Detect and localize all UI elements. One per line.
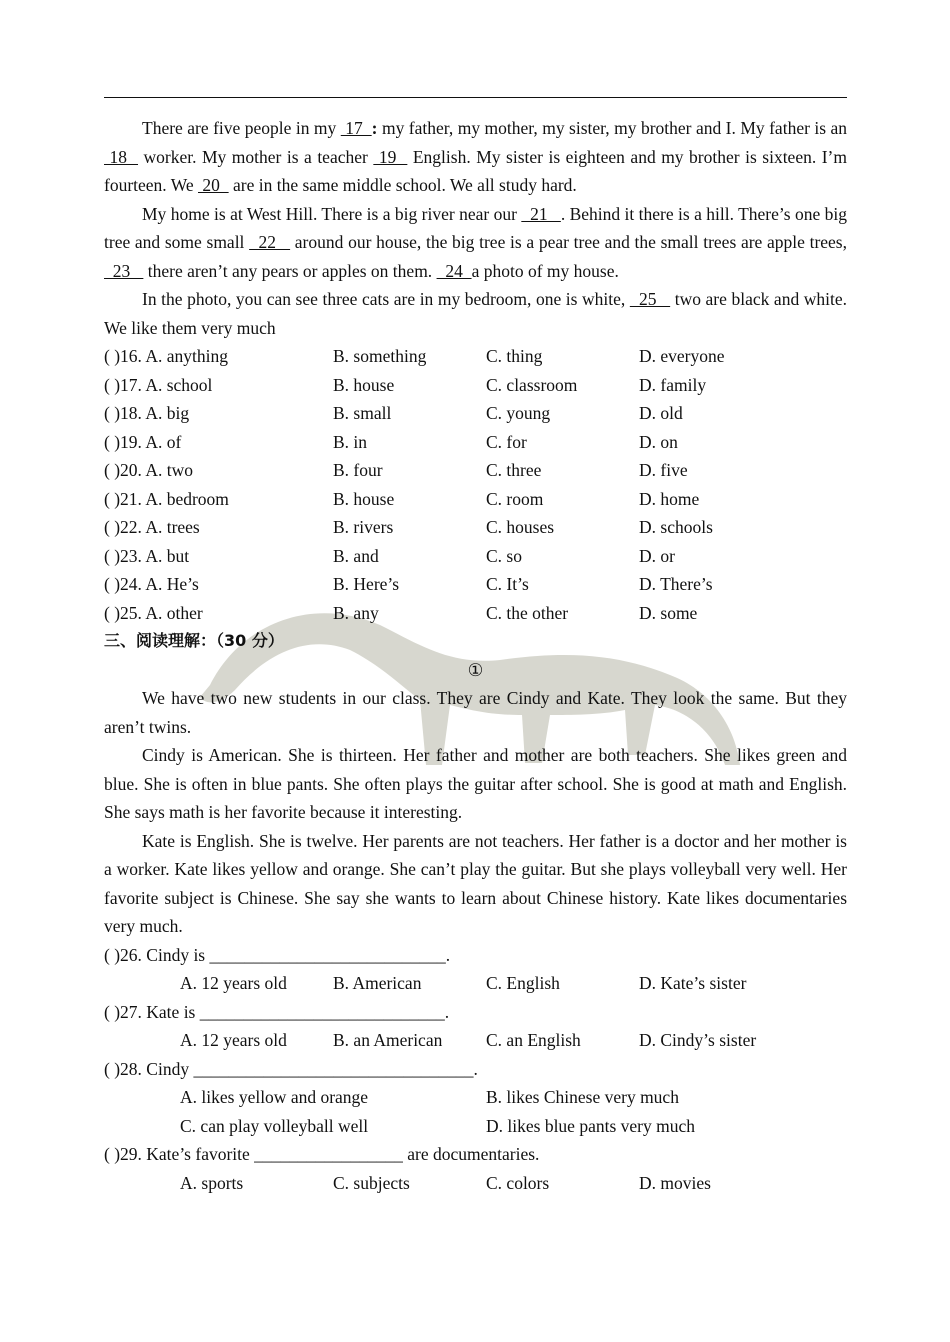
question-row bbox=[104, 570, 847, 599]
blank-21: 21 bbox=[521, 203, 561, 224]
option-b: B. house bbox=[333, 374, 395, 395]
question-number-option-a: ( )19. A. of bbox=[104, 431, 182, 452]
option-c: C. can play volleyball well bbox=[180, 1115, 369, 1136]
cloze-paragraph-2 bbox=[104, 200, 847, 286]
option-c: C. so bbox=[486, 545, 522, 566]
option-c: C. for bbox=[486, 431, 527, 452]
option-d: D. everyone bbox=[639, 346, 725, 366]
question-number-option-a: ( )21. A. bedroom bbox=[104, 488, 229, 509]
text: are in the same middle school. We all study hard. bbox=[228, 175, 577, 195]
option-c: C. houses bbox=[486, 517, 555, 537]
question-27-options bbox=[104, 1026, 847, 1055]
question-number-option-a: ( )22. A. trees bbox=[104, 517, 200, 537]
option-b: B. in bbox=[333, 431, 368, 452]
option-b: B. house bbox=[333, 488, 395, 509]
question-29-stem: ( )29. Kate’s favorite _________________ are documentaries. bbox=[104, 1144, 540, 1164]
text: two are black and white. We like them very much bbox=[104, 289, 848, 338]
option-b: B. four bbox=[333, 460, 383, 480]
question-number-option-a: ( )24. A. He’s bbox=[104, 574, 199, 594]
colon: : bbox=[371, 118, 382, 138]
question-26-stem: ( )26. Cindy is ___________________________. bbox=[104, 944, 451, 965]
text: In the photo, you can see three cats are in my bedroom, one is white, bbox=[142, 289, 630, 309]
option-d: D. movies bbox=[639, 1172, 711, 1193]
blank-23: 23 bbox=[104, 260, 144, 281]
question-26-options bbox=[104, 969, 847, 998]
option-b: B. small bbox=[333, 403, 392, 423]
option-d: D. Cindy’s sister bbox=[639, 1030, 757, 1050]
question-number-option-a: ( )17. A. school bbox=[104, 374, 213, 395]
question-number-option-a: ( )20. A. two bbox=[104, 460, 193, 480]
text: There are five people in my bbox=[142, 118, 341, 138]
text: a photo of my house. bbox=[471, 260, 619, 281]
question-row bbox=[104, 399, 847, 428]
option-d: D. likes blue pants very much bbox=[486, 1115, 695, 1136]
option-c: C. room bbox=[486, 488, 544, 509]
question-number-option-a: ( )16. A. anything bbox=[104, 346, 228, 366]
question-row bbox=[104, 342, 847, 371]
question-row bbox=[104, 513, 847, 542]
option-b: B. rivers bbox=[333, 517, 394, 537]
option-a: A. likes yellow and orange bbox=[180, 1087, 369, 1107]
question-number-option-a: ( )23. A. but bbox=[104, 545, 190, 566]
text: there aren’t any pears or apples on them. bbox=[143, 260, 437, 281]
question-27-stem: ( )27. Kate is ____________________________. bbox=[104, 1001, 450, 1022]
option-d: D. Kate’s sister bbox=[639, 973, 747, 993]
passage-marker: ① bbox=[467, 659, 484, 680]
section-title: 三、阅读理解：（30 分） bbox=[104, 631, 284, 650]
question-row bbox=[104, 485, 847, 514]
option-b: C. subjects bbox=[333, 1172, 410, 1193]
question-28-stem: ( )28. Cindy ________________________________. bbox=[104, 1058, 478, 1079]
option-d: D. some bbox=[639, 602, 698, 623]
option-c: C. an English bbox=[486, 1030, 581, 1050]
option-d: D. on bbox=[639, 431, 678, 452]
reading-paragraph-3: Kate is English. She is twelve. Her parents are not teachers. Her father is a doctor and her mother is a worker. Kate likes yellow and orange. She can’t play the guitar. But she plays volleyball very well. Her favorite subject is Chinese. She say she wants to learn about Chinese history. Kate likes documentaries very much. bbox=[104, 830, 847, 936]
option-a: A. 12 years old bbox=[180, 1030, 287, 1050]
blank-18: 18 bbox=[104, 146, 139, 167]
question-29-options bbox=[104, 1169, 847, 1198]
option-b: B. an American bbox=[333, 1030, 443, 1050]
question-row bbox=[104, 599, 847, 628]
question-row bbox=[104, 542, 847, 571]
text: worker. My mother is a teacher bbox=[138, 146, 374, 167]
exam-page-content bbox=[104, 114, 847, 1197]
option-c: C. three bbox=[486, 460, 542, 480]
option-d: D. five bbox=[639, 460, 688, 480]
option-c: C. It’s bbox=[486, 574, 529, 594]
question-number-option-a: ( )25. A. other bbox=[104, 602, 203, 623]
question-row bbox=[104, 371, 847, 400]
header-rule bbox=[104, 97, 847, 98]
question-28-options-row-1 bbox=[104, 1083, 847, 1112]
text: English. My sister is eighteen and my brother is sixteen. I’m fourteen. We bbox=[104, 146, 847, 195]
option-a: A. sports bbox=[180, 1172, 244, 1193]
option-b: B. any bbox=[333, 602, 379, 623]
text: . Behind it there is a hill. There’s one big tree and some small bbox=[104, 203, 848, 252]
cloze-options bbox=[104, 342, 847, 627]
text: my father, my mother, my sister, my brother and I. My father is an bbox=[381, 118, 848, 138]
blank-19: 19 bbox=[373, 146, 408, 167]
option-b: B. something bbox=[333, 346, 427, 366]
option-d: D. old bbox=[639, 403, 683, 423]
blank-22: 22 bbox=[249, 232, 291, 252]
option-c: C. the other bbox=[486, 602, 569, 623]
option-d: D. schools bbox=[639, 517, 713, 537]
cloze-paragraph-1 bbox=[104, 114, 847, 200]
question-row bbox=[104, 428, 847, 457]
option-a: A. 12 years old bbox=[180, 973, 287, 993]
question-row bbox=[104, 456, 847, 485]
option-b: B. Here’s bbox=[333, 574, 400, 594]
option-c: C. classroom bbox=[486, 374, 578, 395]
cloze-paragraph-3 bbox=[104, 285, 847, 342]
option-d: D. home bbox=[639, 488, 700, 509]
reading-paragraph-2: Cindy is American. She is thirteen. Her father and mother are both teachers. She likes green and blue. She is often in blue pants. She often plays the guitar after school. She is good at math and English. She says math is her favorite because it interesting. bbox=[104, 745, 847, 822]
option-b: B. and bbox=[333, 545, 379, 566]
question-28-options-row-2 bbox=[104, 1112, 847, 1141]
option-c: C. colors bbox=[486, 1172, 550, 1193]
blank-20: 20 bbox=[198, 175, 229, 195]
option-d: D. or bbox=[639, 545, 675, 566]
question-number-option-a: ( )18. A. big bbox=[104, 403, 190, 423]
option-d: D. There’s bbox=[639, 574, 713, 594]
option-c: C. young bbox=[486, 403, 551, 423]
option-d: D. family bbox=[639, 374, 707, 395]
reading-paragraph-1: We have two new students in our class. They are Cindy and Kate. They look the same. But they aren’t twins. bbox=[104, 688, 847, 737]
option-b: B. American bbox=[333, 973, 422, 993]
blank-25: 25 bbox=[629, 289, 671, 309]
text: around our house, the big tree is a pear tree and the small trees are apple trees, bbox=[290, 232, 847, 252]
blank-17: 17 bbox=[340, 118, 372, 138]
option-c: C. English bbox=[486, 973, 560, 993]
option-c: C. thing bbox=[486, 346, 543, 366]
option-b: B. likes Chinese very much bbox=[486, 1087, 679, 1107]
blank-24: 24 bbox=[436, 260, 472, 281]
text: My home is at West Hill. There is a big river near our bbox=[142, 203, 522, 224]
